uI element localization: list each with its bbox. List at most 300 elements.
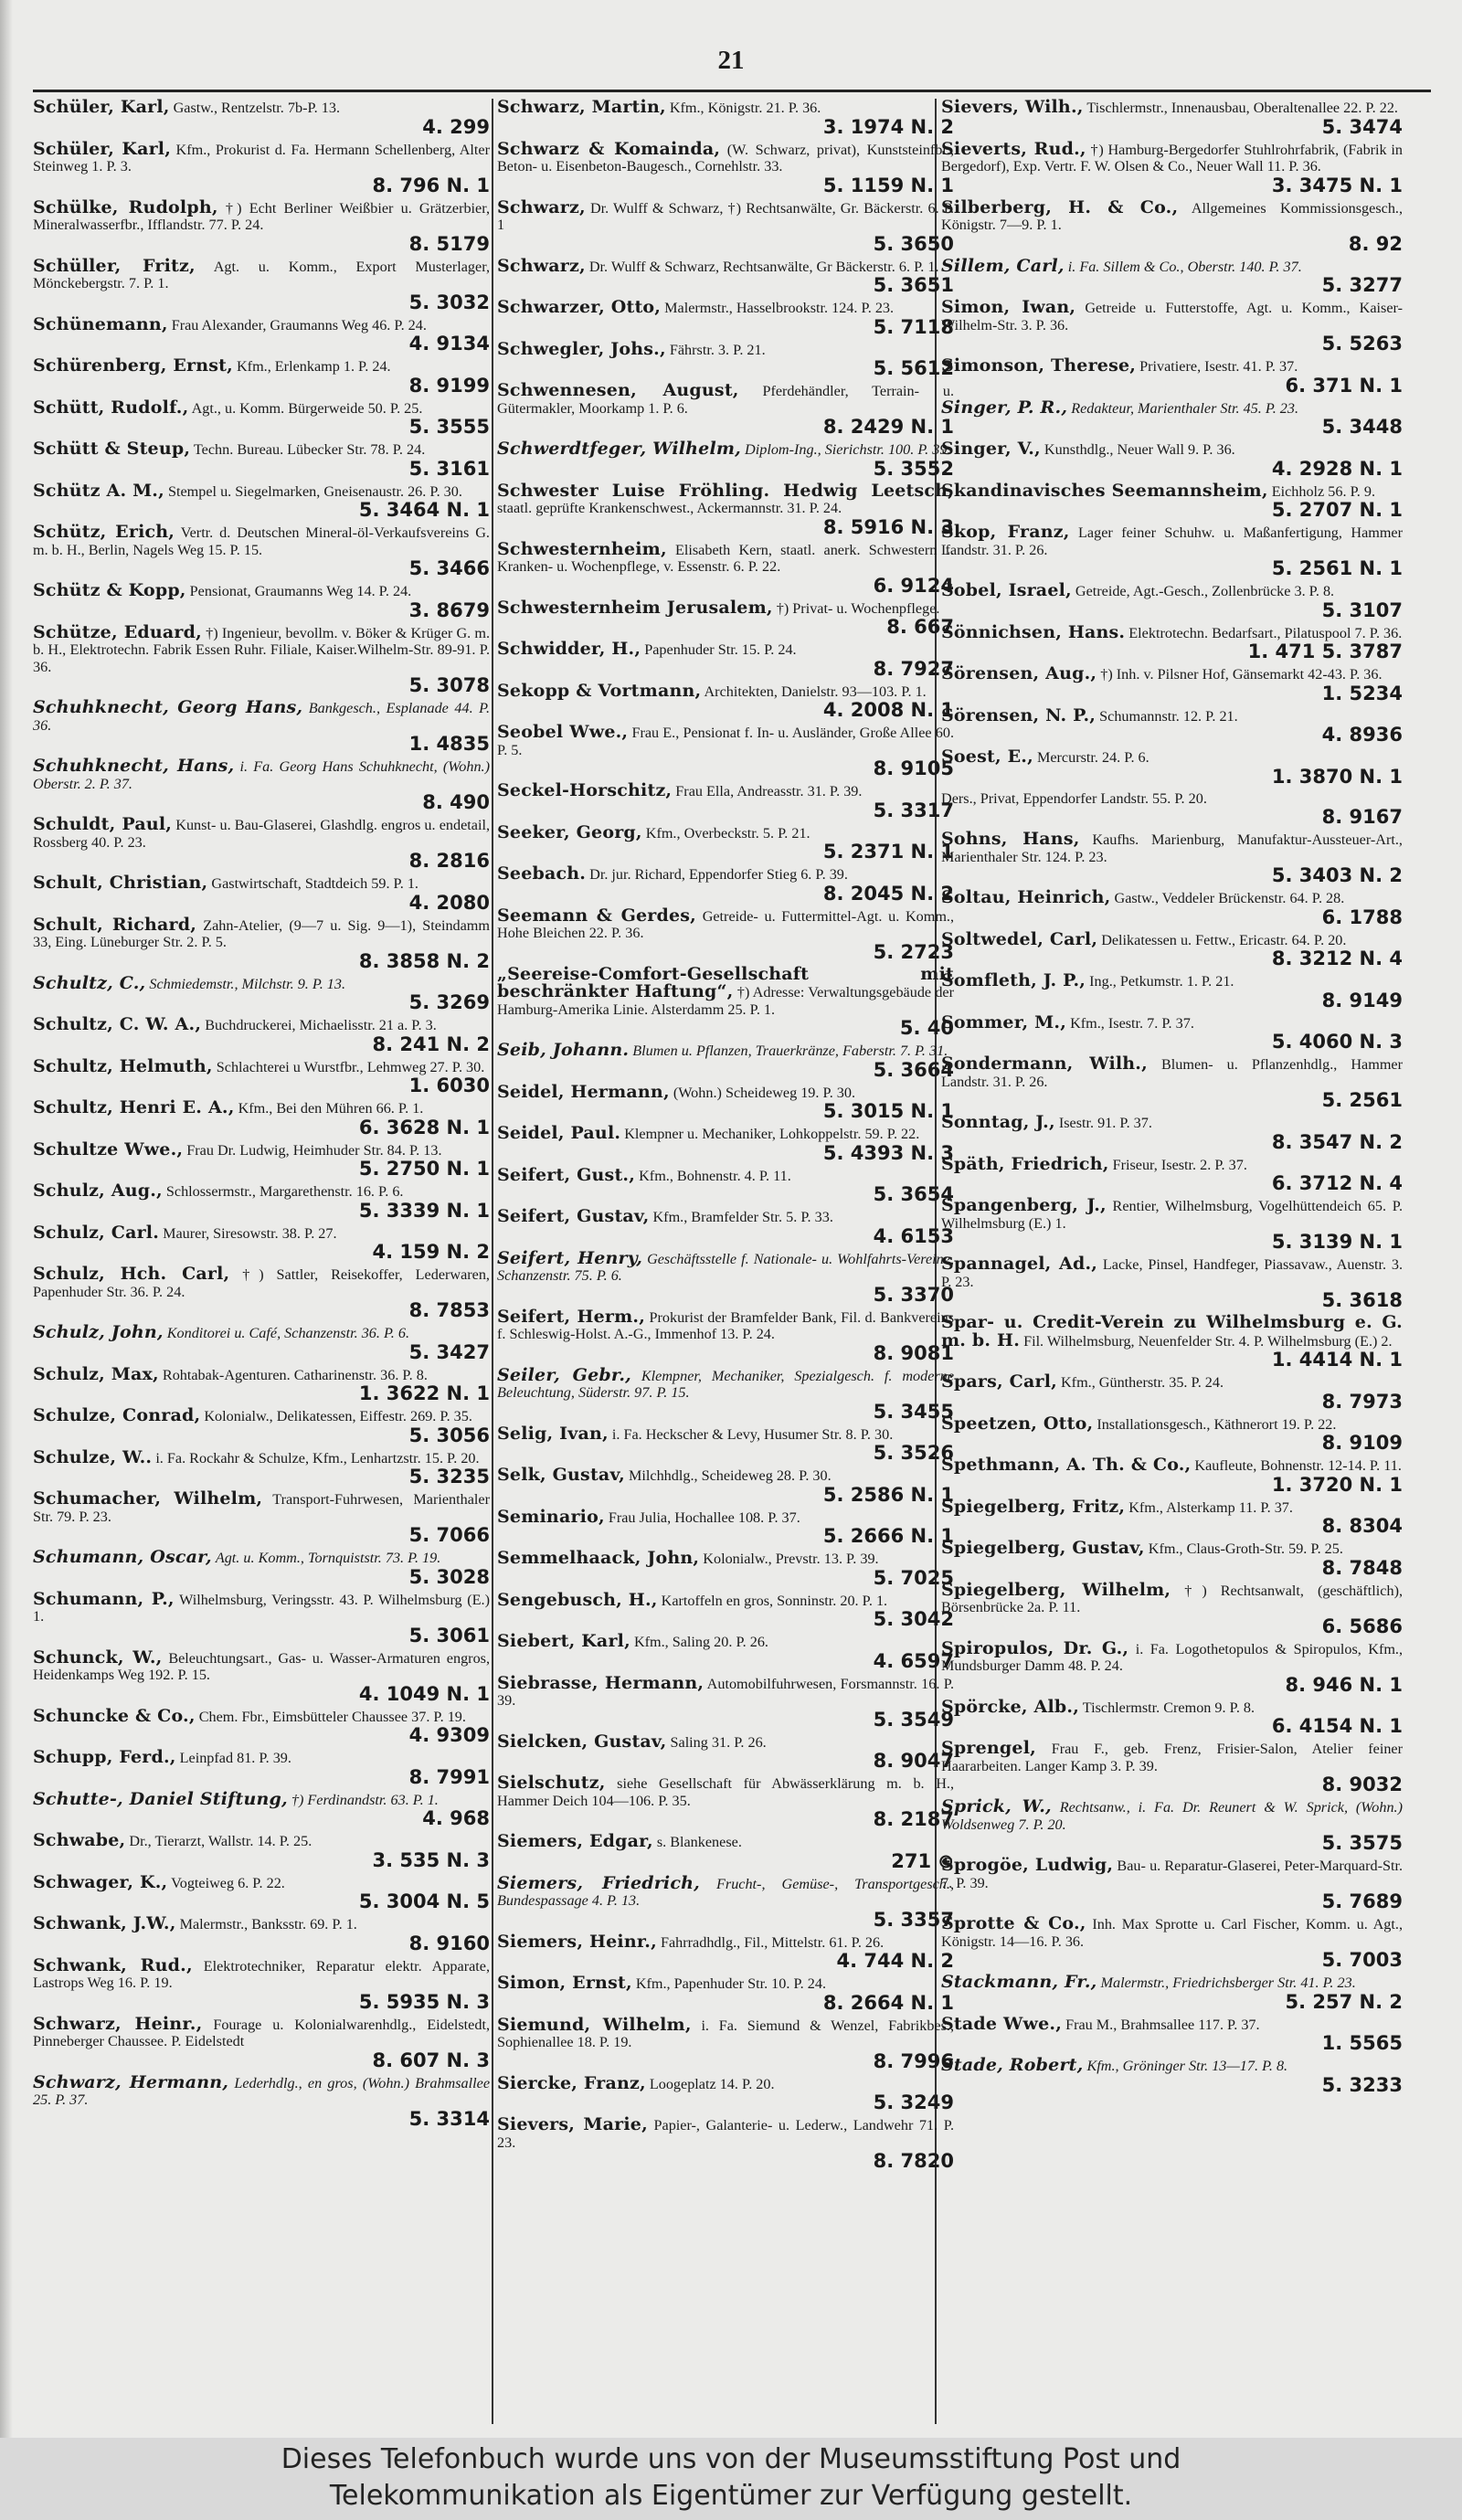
directory-entry [941,621,1403,662]
directory-entry [941,399,1403,438]
entry-name: Seidel, Hermann, [497,1081,670,1102]
entry-details: i. Fa. Heckscher & Levy, Husumer Str. 8. P. 30. [611,1425,894,1443]
entry-details: Wilhelmsburg, Veringsstr. 43. P. Wilhelmsburg (E.) 1. [33,1591,490,1625]
entry-name: Soltwedel, Carl, [941,928,1098,949]
directory-entry [497,1081,954,1122]
entry-name: Siemers, Edgar, [497,1831,653,1851]
entry-name: Schüller, Fritz, [33,255,196,276]
entry-phone-number: 1. 4414 N. 1 [1271,1349,1403,1371]
entry-name: Sprick, W., [941,1796,1052,1816]
entry-details: Tischlermstr. Cremon 9. P. 8. [1082,1699,1255,1716]
entry-details: Dr., Tierarzt, Wallstr. 14. P. 25. [129,1833,313,1849]
entry-name: Schwank, J.W., [33,1913,176,1933]
directory-entry [33,482,490,521]
directory-entry [497,724,954,778]
directory-entry [941,357,1403,396]
entry-name: Sillem, Carl, [941,255,1065,276]
directory-entry [33,2071,490,2130]
entry-name: Siercke, Franz, [497,2072,646,2093]
entry-details: Blumen- u. Pflanzenhdlg., Hammer Landstr. 31. P. 26. [941,1056,1403,1090]
entry-phone-number: 5. 2561 [1321,1089,1403,1111]
entry-details: †) Privat- u. Wochenpflege. [776,599,940,617]
entry-details: Buchdruckerei, Michaelisstr. 21 a. P. 3. [205,1017,437,1033]
entry-name: Sielcken, Gustav, [497,1731,667,1752]
entry-details: Blumen u. Pflanzen, Trauerkränze, Faberstr. 7. P. 31. [632,1043,948,1059]
entry-phone-number: 5. 3056 [408,1424,490,1446]
entry-details: Elektrotechn. Bedarfsart., Pilatuspool 7. P. 36. [1128,624,1403,641]
entry-phone-number: 5. 3139 N. 1 [1271,1231,1403,1253]
directory-entry [497,1975,954,2013]
entry-details: Schlossermstr., Margarethenstr. 16. P. 6. [165,1183,404,1200]
entry-name: Soltau, Heinrich, [941,887,1111,907]
entry-details: Kfm., Saling 20. P. 26. [633,1634,768,1650]
entry-details: Fil. Wilhelmsburg, Neuenfelder Str. 4. P. Wilhelmsburg (E.) 2. [1023,1332,1393,1350]
entry-details: Frucht-, Gemüse-, Transportgesch., Bundespassage 4. P. 13. [497,1875,954,1909]
entry-details: Frau Ella, Andreasstr. 31. P. 39. [675,783,863,799]
entry-name: Speetzen, Otto, [941,1413,1094,1434]
entry-name: Schütz, Erich, [33,522,175,542]
entry-details: Kfm., Isestr. 7. P. 37. [1070,1014,1194,1032]
directory-entry [33,1954,491,2013]
entry-phone-number: 5. 7003 [1321,1949,1403,1971]
entry-details: Kfm., Gröninger Str. 13—17. P. 8. [1086,2058,1288,2074]
entry-phone-number: 6. 1788 [1321,905,1403,928]
entry-phone-number: 5. 3474 [1321,115,1403,138]
entry-details: Agt. u. Komm., Export Musterlager, Mönckebergstr. 7. P. 1. [33,258,490,291]
entry-name: Seeker, Georg, [497,821,642,842]
entry-name: Spethmann, A. Th. & Co., [941,1455,1192,1475]
entry-phone-number: 3. 535 N. 3 [372,1848,490,1871]
directory-entry [497,782,954,821]
entry-phone-number: 5. 3466 [408,557,490,579]
directory-entry [33,1490,490,1545]
entry-details: Mercurstr. 24. P. 6. [1036,749,1149,766]
entry-name: Singer, P. R., [941,397,1068,418]
directory-entry [941,1456,1403,1495]
entry-details: i. Fa. Siemund & Wenzel, Fabrikbes., Sophienallee 18. P. 19. [497,2017,954,2050]
directory-entry [941,99,1403,137]
directory-entry [941,1540,1403,1578]
directory-entry [941,665,1403,704]
entry-details: Kfm., Bramfelder Str. 5. P. 33. [652,1209,833,1225]
entry-phone-number: 4. 6153 [873,1224,954,1247]
entry-details: Bankgesch., Esplanade 44. P. 36. [33,700,490,734]
entry-phone-number: 5. 3015 N. 1 [822,1100,954,1122]
entry-phone-number: 8. 607 N. 3 [372,2049,490,2071]
entry-phone-number: 8. 7853 [408,1299,490,1321]
entry-name: Seifert, Gustav, [497,1206,650,1226]
entry-details: Kolonialw., Delikatessen, Eiffestr. 269. P. 35. [204,1408,472,1424]
entry-details: Elisabeth Kern, staatl. anerk. Schwestern f. Kranken- u. Wochenpflege, v. Essenstr. 6. P. 22. [497,541,954,575]
entry-name: Stade, Robert, [941,2055,1084,2075]
entry-phone-number: 8. 7996 [873,2049,954,2072]
entry-name: Schulze, Conrad, [33,1405,201,1425]
entry-details: Tischlermstr., Innenausbau, Oberaltenallee 22. P. 22. [1086,100,1398,116]
directory-entry [941,831,1403,885]
directory-entry [33,1871,490,1912]
directory-entry [941,748,1403,787]
entry-name: Sönnichsen, Hans. [941,621,1126,642]
entry-name: Schwarz, Hermann, [33,2071,229,2092]
entry-details: Kfm., Prokurist d. Fa. Hermann Schellenberg, Alter Steinweg 1. P. 3. [33,141,490,175]
directory-entry [941,1314,1403,1370]
directory-entry [497,196,955,255]
directory-entry [497,2072,954,2113]
directory-entry [941,1579,1404,1637]
entry-name: Sommer, M., [941,1011,1067,1032]
entry-phone-number: 5. 3526 [873,1442,954,1464]
entry-details: Lacke, Pinsel, Handfeger, Piassavaw., Auenstr. 3. P. 23. [941,1256,1404,1290]
entry-name: Skop, Franz, [941,522,1070,542]
directory-entry [33,2013,491,2071]
entry-details: Agt. u. Komm., Tornquiststr. 73. P. 19. [215,1550,441,1566]
directory-entry [33,1549,490,1587]
entry-phone-number: 4. 744 N. 2 [836,1950,954,1972]
entry-phone-number: 5. 2707 N. 1 [1271,499,1403,521]
directory-entry [33,1055,490,1096]
entry-details: Frau Alexander, Graumanns Weg 46. P. 24. [171,316,427,334]
entry-phone-number: 8. 2664 N. 1 [822,1991,954,2014]
entry-details: †) Ingenieur, bevollm. v. Böker & Krüger G. m. b. H., Elektrotechn. Fabrik Essen Ruhr. Filiale, Kaiser.Wilhelm-Str. 89-91. P. 36. [33,624,490,675]
directory-entry [33,1265,490,1320]
entry-phone-number: 5. 7689 [1321,1890,1403,1912]
entry-details: Schlachterei u Wurstfbr., Lehmweg 27. P. 30. [216,1058,485,1075]
entry-details: Elektrotechniker, Reparatur elektr. Apparate, Lastrops Weg 16. P. 19. [33,1957,491,1991]
entry-details: †) Sattler, Reisekoffer, Lederwaren, Papenhuder Str. 36. P. 24. [33,1266,490,1300]
directory-entry [33,972,490,1013]
entry-name: Sohns, Hans, [941,829,1080,849]
entry-details: Papier-, Galanterie- u. Lederw., Landwehr 71. P. 23. [497,2117,954,2151]
entry-name: Seib, Johann. [497,1040,630,1060]
directory-entry [497,1933,954,1972]
entry-details: Frau Dr. Ludwig, Heimhuder Str. 84. P. 13. [186,1141,442,1159]
entry-details: Inh. Max Sprotte u. Carl Fischer, Komm. u. Agt., Königstr. 14—16. P. 36. [941,1916,1403,1950]
directory-entry [941,299,1403,354]
entry-name: Siemers, Friedrich, [497,1872,700,1893]
entry-details: Kfm., Güntherstr. 35. P. 24. [1060,1374,1224,1391]
entry-name: Schwesternheim, [497,538,667,559]
entry-name: Schwesternheim Jerusalem, [497,597,773,618]
entry-details: †) Ferdinandstr. 63. P. 1. [291,1791,439,1808]
entry-details: Rentier, Wilhelmsburg, Vogelhüttendeich 65. P. Wilhelmsburg (E.) 1. [941,1198,1403,1232]
entry-details: s. Blankenese. [656,1834,742,1850]
entry-phone-number: 8. 8304 [1321,1515,1403,1537]
entry-details: Fourage u. Kolonialwarenhdlg., Eidelstedt, Pinneberger Chaussee. P. Eidelstedt [33,2016,491,2049]
directory-entry [941,1974,1403,2012]
header-rule [33,90,1431,92]
entry-name: Schütt, Rudolf., [33,397,189,418]
directory-entry [941,582,1403,620]
directory-entry [497,99,954,137]
entry-phone-number: 8. 3547 N. 2 [1271,1130,1403,1153]
entry-name: Schumacher, Wilhelm, [33,1488,263,1509]
entry-phone-number: 5. 3339 N. 1 [358,1199,490,1222]
entry-phone-number: 3. 1974 N. 2 [822,115,954,138]
entry-phone-number: 5. 3448 [1321,416,1403,438]
entry-phone-number: 5. 3233 [1321,2073,1403,2096]
entry-phone-number: 6. 9124 [873,574,954,597]
directory-entry [33,1363,490,1404]
entry-phone-number: 8. 7927 [873,657,954,680]
entry-details: Pferdehändler, Terrain- u. Gütermakler, Moorkamp 1. P. 6. [497,383,954,417]
entry-details: Fährstr. 3. P. 21. [669,341,766,358]
entry-details: Kfm., Bohnenstr. 4. P. 11. [639,1167,791,1184]
entry-phone-number: 5. 3357 [873,1908,954,1931]
entry-phone-number: 6. 4154 N. 1 [1271,1715,1403,1737]
entry-details: †) Echt Berliner Weißbier u. Grätzerbier, Mineralwasserfbr., Ifflandstr. 77. P. 24. [33,199,491,233]
entry-name: Schumann, P., [33,1588,175,1609]
entry-phone-number: 8. 796 N. 1 [372,174,490,196]
directory-entry [497,482,954,537]
entry-name: Schultze Wwe., [33,1138,184,1159]
entry-phone-number: 5. 3575 [1321,1832,1403,1854]
directory-entry [33,916,490,971]
entry-phone-number: 5. 4393 N. 3 [822,1141,954,1164]
entry-name: Späth, Friedrich, [941,1153,1109,1174]
entry-name: Schulz, Hch. Carl, [33,1264,230,1284]
entry-phone-number: 4. 968 [422,1807,490,1829]
entry-details: Malermstr., Banksstr. 69. P. 1. [179,1916,357,1932]
entry-name: Seifert, Herm., [497,1306,646,1327]
entry-name: Seminario, [497,1506,605,1527]
entry-details: Dr. Wulff & Schwarz, Rechtsanwälte, Gr Bäckerstr. 6. P. 1. [588,258,939,275]
entry-phone-number: 8. 7973 [1321,1390,1403,1413]
entry-phone-number: 5. 3555 [408,416,490,438]
entry-phone-number: 4. 9134 [408,333,490,355]
entry-phone-number: 5. 3028 [408,1565,490,1588]
entry-name: Schultz, C. W. A., [33,1014,202,1034]
directory-entry [941,1373,1403,1412]
entry-phone-number: 5. 3042 [873,1608,954,1630]
entry-name: Schwarz, [497,196,586,217]
directory-entry [941,1857,1403,1911]
entry-phone-number: 5. 1159 N. 1 [822,174,954,196]
entry-name: Schwegler, Johs., [497,338,666,359]
directory-entry [33,1138,490,1180]
entry-name: Singer, V., [941,439,1041,459]
entry-name: Sieverts, Rud., [941,138,1086,159]
entry-name: Seifert, Gust., [497,1164,636,1185]
entry-name: Schütz A. M., [33,480,164,501]
entry-name: Siemers, Heinr., [497,1931,657,1952]
entry-name: Schultz, Helmuth, [33,1055,213,1076]
directory-entry [33,1099,490,1138]
entry-details: †) Inh. v. Pilsner Hof, Gänsemarkt 42-43. P. 36. [1100,666,1383,683]
entry-phone-number: 5. 5935 N. 3 [358,1990,490,2013]
entry-phone-number: 8. 7820 [873,2150,954,2172]
entry-phone-number: 4. 299 [422,115,490,138]
entry-name: Siemund, Wilhelm, [497,2014,692,2035]
entry-phone-number: 6. 371 N. 1 [1285,374,1403,397]
entry-phone-number: 5. 3107 [1321,598,1403,621]
directory-entry [941,255,1403,296]
entry-details: Installationsgesch., Käthnerort 19. P. 22. [1096,1415,1337,1433]
entry-phone-number: 8. 9149 [1321,989,1403,1011]
entry-name: Schüler, Karl, [33,97,170,117]
directory-entry [33,757,490,812]
directory-entry [941,2057,1403,2095]
directory-entry [941,972,1403,1011]
entry-phone-number: 5. 2666 N. 1 [822,1525,954,1547]
directory-entry [33,699,490,754]
entry-name: Seebach. [497,863,587,884]
entry-name: Spars, Carl, [941,1371,1057,1392]
entry-name: Schütze, Eduard, [33,621,202,642]
entry-details: Kaufhs. Marienburg, Manufaktur-Aussteuer-Art., Marienthaler Str. 124. P. 23. [941,831,1403,865]
entry-details: Loogeplatz 14. P. 20. [649,2075,775,2092]
entry-details: Dr. jur. Richard, Eppendorfer Stieg 6. P. 39. [589,866,848,883]
entry-phone-number: 5. 3249 [873,2091,954,2113]
entry-details: †) Adresse: Verwaltungsgebäude der Hamburg-Amerika Linie. Alsterdamm 25. P. 1. [497,984,954,1018]
entry-phone-number: 8. 9199 [408,374,490,397]
entry-details: Kfm., Erlenkamp 1. P. 24. [236,358,391,375]
entry-phone-number: 1. 6030 [408,1075,490,1096]
entry-phone-number: 8. 7991 [408,1765,490,1788]
directory-entry [941,1153,1403,1194]
entry-phone-number: 5. 3370 [873,1283,954,1306]
entry-name: Sprotte & Co., [941,1913,1086,1933]
entry-phone-number: 6. 5686 [1321,1615,1403,1637]
directory-entry [497,2116,954,2171]
directory-entry [497,1550,954,1588]
entry-details: Kfm., Papenhuder Str. 10. P. 24. [635,1975,826,1992]
entry-details: Beleuchtungsart., Gas- u. Wasser-Armaturen engros, Heidenkamps Weg 192. P. 15. [33,1649,491,1683]
directory-entry [33,1182,490,1221]
directory-entry [941,196,1404,255]
entry-phone-number: 4. 6597 [873,1649,954,1672]
footer-line-1: Dieses Telefonbuch wurde uns von der Museumsstiftung Post und [281,2443,1181,2475]
entry-phone-number: 5. 3455 [873,1400,954,1423]
directory-entry [33,1832,490,1870]
entry-name: Simon, Iwan, [941,297,1076,317]
entry-name: Schuldt, Paul, [33,814,173,834]
directory-entry [497,1164,954,1205]
entry-phone-number: 1. 5565 [1321,2032,1403,2054]
entry-details: Schmiedemstr., Milchstr. 9. P. 13. [149,975,346,992]
entry-details: Frau F., geb. Frenz, Frisier-Salon, Atelier feiner Haararbeiten. Langer Kamp 3. P. 39. [941,1741,1403,1774]
entry-details: Getreide- u. Futtermittel-Agt. u. Komm., Hohe Bleichen 22. P. 36. [497,907,955,941]
entry-details: Stempel u. Siegelmarken, Gneisenaustr. 26. P. 30. [167,482,462,500]
entry-name: Schülke, Rudolph, [33,196,218,217]
entry-details: Konditorei u. Café, Schanzenstr. 36. P. 6. [166,1325,410,1341]
entry-name: Schütz & Kopp, [33,580,186,600]
directory-entry [497,1125,954,1163]
directory-entry [33,1646,491,1705]
directory-entry [497,821,954,863]
entry-details: Pensionat, Graumanns Weg 14. P. 24. [189,583,412,599]
directory-entry [497,963,954,1039]
entry-phone-number: 5. 5263 [1321,333,1403,355]
entry-details: Delikatessen u. Fettw., Ericastr. 64. P. 20. [1101,931,1347,948]
entry-details: Eichholz 56. P. 9. [1271,482,1376,500]
entry-details: Techn. Bureau. Lübecker Str. 78. P. 24. [193,441,426,458]
entry-name: Skandinavisches Seemannsheim, [941,480,1268,501]
entry-details: Transport-Fuhrwesen, Marienthaler Str. 79. P. 23. [33,1491,490,1525]
entry-phone-number: 8. 9047 [873,1750,954,1772]
directory-entry [33,1407,490,1445]
entry-name: Seifert, Henry, [497,1247,643,1268]
directory-entry [497,1364,955,1423]
directory-column-1 [33,99,490,2424]
entry-details: Saling 31. P. 26. [670,1733,767,1751]
directory-entry [33,196,491,255]
entry-phone-number: 1. 3720 N. 1 [1271,1473,1403,1496]
entry-phone-number: 8. 9160 [408,1932,490,1954]
directory-entry [497,338,954,379]
directory-entry [33,816,490,871]
entry-phone-number: 8. 2816 [408,850,490,872]
entry-phone-number: 1. 4835 [408,733,490,755]
entry-details: Kaufleute, Bohnenstr. 12-14. P. 11. [1194,1457,1402,1474]
directory-entry [941,1011,1403,1053]
directory-entry [941,482,1403,521]
directory-entry [497,1208,954,1246]
entry-phone-number: 5. 3464 N. 1 [358,499,490,521]
directory-entry [941,1114,1403,1152]
directory-entry [497,1872,954,1931]
entry-phone-number: 5. 3004 N. 5 [358,1890,490,1912]
entry-name: Selig, Ivan, [497,1423,609,1444]
entry-name: Silberberg, H. & Co., [941,196,1179,217]
entry-name: Schüler, Karl, [33,138,172,159]
entry-name: Sievers, Wilh., [941,97,1084,117]
entry-phone-number: 8. 92 [1348,232,1403,255]
directory-entry [497,1308,954,1363]
directory-entry [497,440,954,479]
entry-name: Seiler, Gebr., [497,1364,631,1385]
column-divider [492,99,493,2424]
entry-name: Schulze, W.. [33,1446,153,1467]
directory-entry [33,1324,490,1362]
entry-name: Sprengel, [941,1738,1036,1758]
entry-phone-number: 5. 2371 N. 1 [822,841,954,863]
entry-phone-number: 1. 5234 [1321,682,1403,704]
entry-phone-number: 8. 9109 [1321,1432,1403,1454]
entry-phone-number: 5. 2561 N. 1 [1271,557,1403,579]
entry-details: i. Fa. Rockahr & Schulze, Kfm., Lenhartzstr. 15. P. 20. [155,1449,480,1466]
entry-phone-number: 8. 5916 N. 3 [822,515,954,538]
entry-details: Malermstr., Friedrichsberger Str. 41. P. 23. [1100,1975,1356,1991]
entry-details: Klempner u. Mechaniker, Lohkoppelstr. 59. P. 22. [624,1126,920,1142]
entry-name: Siebert, Karl, [497,1631,630,1651]
entry-details: Fahrradhdlg., Fil., Mittelstr. 61. P. 26. [660,1933,885,1951]
directory-entry [941,1798,1403,1853]
directory-entry [33,255,490,313]
entry-details: Frau Julia, Hochallee 108. P. 37. [608,1509,800,1526]
entry-details: Ing., Petkumstr. 1. P. 21. [1089,973,1234,990]
footer-line-2: Telekommunikation als Eigentümer zur Verfügung gestellt. [329,2480,1133,2512]
entry-phone-number: 5. 257 N. 2 [1285,1990,1403,2013]
entry-name: Schwidder, H., [497,639,641,659]
entry-phone-number: 5. 40 [899,1017,954,1039]
entry-name: Schwennesen, August, [497,380,739,400]
entry-details: Allgemeines Kommissionsgesch., Königstr. 7—9. P. 1. [941,199,1404,233]
entry-name: Sörensen, N. P., [941,704,1096,725]
entry-details: Klempner, Mechaniker, Spezialgesch. f. moderne Beleuchtung, Süderstr. 97. P. 15. [497,1367,955,1401]
entry-details: Kunsthdlg., Neuer Wall 9. P. 36. [1044,441,1235,458]
entry-phone-number: 8. 3212 N. 4 [1271,948,1403,969]
entry-details: Redakteur, Marienthaler Str. 45. P. 23. [1071,399,1299,417]
entry-name: Schumann, Oscar, [33,1547,212,1567]
entry-name: Stackmann, Fr., [941,1972,1097,1992]
entry-phone-number: 5. 3078 [408,674,490,696]
entry-phone-number: 8. 3858 N. 2 [358,949,490,972]
entry-phone-number: 1. 3870 N. 1 [1271,765,1403,788]
entry-name: Schwank, Rud., [33,1954,193,1975]
entry-details: staatl. geprüfte Krankenschwest., Ackermannstr. 31. P. 24. [497,500,842,516]
entry-phone-number: 5. 3061 [408,1624,490,1646]
entry-name: Somfleth, J. P., [941,970,1086,990]
